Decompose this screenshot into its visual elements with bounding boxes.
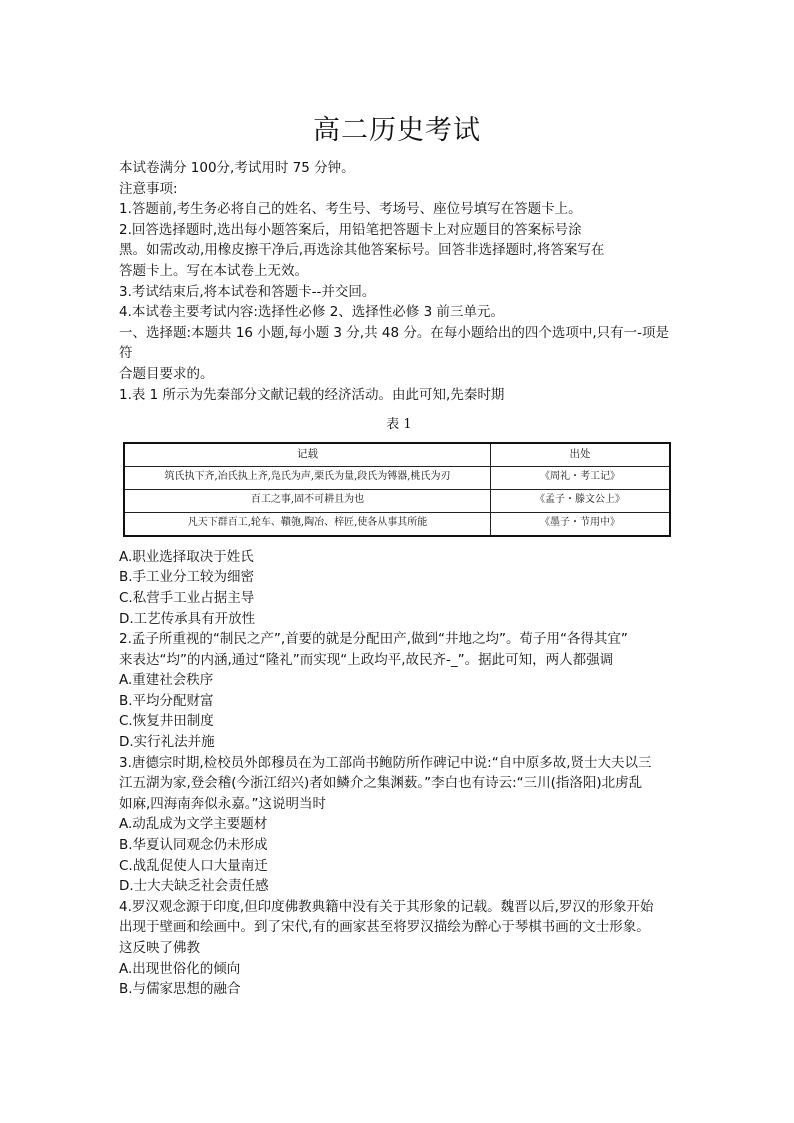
text-line: 符: [119, 345, 133, 362]
option-line: D.实行礼法并施: [119, 734, 215, 751]
table-row: [124, 489, 670, 512]
questions-block: [119, 547, 679, 1000]
question-3-stem: 江五湖为家,登会稽(今浙江绍兴)者如鳞介之集渊薮。”李白也有诗云:“三川(指洛阳)北虏乱: [119, 775, 643, 792]
option-line: C.战乱促使人口大量南迁: [119, 857, 268, 874]
table-cell-record: 凡天下群百工,轮车、鞼匏,陶冶、梓匠,使各从事其所能: [124, 512, 491, 536]
table-header-source: 出处: [491, 443, 671, 467]
option-line: D.工艺传承具有开放性: [119, 610, 256, 627]
table-cell-source: 《孟子・滕文公上》: [491, 489, 671, 512]
option-line: A.职业选择取决于姓氏: [119, 548, 254, 565]
text-line: 注意事项:: [119, 180, 178, 197]
question-4-stem: 4.罗汉观念源于印度,但印度佛教典籍中没有关于其形象的记载。魏晋以后,罗汉的形象开始: [119, 898, 654, 915]
option-line: C.私营手工业占据主导: [119, 589, 255, 606]
instructions-block: [119, 158, 679, 405]
text-line: 一、选择题:本题共 16 小题,每小题 3 分,共 48 分。在每小题给出的四个选项中,只有一-项是: [119, 324, 669, 341]
question-1-stem: 1.表 1 所示为先秦部分文献记载的经济活动。由此可知,先秦时期: [119, 386, 505, 403]
question-2-stem: 2.孟子所重视的“制民之产”,首要的就是分配田产,做到“井地之均”。荀子用“各得其宜”: [119, 631, 628, 648]
text-line: 黑。如需改动,用橡皮擦干净后,再选涂其他答案标号。回答非选择题时,将答案写在: [119, 242, 605, 259]
text-line: 1.答题前,考生务必将自己的姓名、考生号、考场号、座位号填写在答题卡上。: [119, 201, 582, 218]
option-line: B.华夏认同观念仍未形成: [119, 837, 268, 854]
page-title: 高二历史考试: [313, 115, 481, 146]
text-line: 2.回答选择题时,选出每小题答案后，用铅笔把答题卡上对应题目的答案标号涂: [119, 221, 582, 238]
table-cell-record: 筑氏执下齐,冶氏执上齐,凫氏为声,栗氏为量,段氏为镈器,桃氏为刃: [124, 466, 491, 489]
option-line: C.恢复井田制度: [119, 713, 214, 730]
text-line: 答题卡上。写在本试卷上无效。: [119, 262, 308, 279]
table-1: [123, 442, 671, 537]
table-cell-source: 《周礼・考工记》: [491, 466, 671, 489]
table-row: [124, 512, 670, 536]
table-header-record: 记载: [124, 443, 491, 467]
question-4-stem: 出现于壁画和绘画中。到了宋代,有的画家甚至将罗汉描绘为醉心于琴棋书画的文士形象。: [119, 919, 650, 936]
option-line: B.平均分配财富: [119, 692, 214, 709]
question-2-stem: 来表达“均”的内涵,通过“隆礼”而实现“上政均平,故民齐-_”。据此可知，两人都强调: [119, 651, 614, 668]
option-line: A.出现世俗化的倾向: [119, 960, 241, 977]
exam-content: [119, 158, 679, 1000]
question-3-stem: 如麻,四海南奔似永嘉。”这说明当时: [119, 795, 327, 812]
text-line: 本试卷满分 100分,考试用时 75 分钟。: [119, 160, 355, 176]
option-line: B.与儒家思想的融合: [119, 981, 241, 998]
option-line: A.动乱成为文学主要题材: [119, 816, 268, 833]
table-row: [124, 466, 670, 489]
text-line: 3.考试结束后,将本试卷和答题卡--并交回。: [119, 283, 376, 300]
option-line: A.重建社会秩序: [119, 672, 214, 689]
text-line: 4.本试卷主要考试内容:选择性必修 2、选择性必修 3 前三单元。: [119, 304, 504, 321]
table-cell-record: 百工之事,固不可耕且为也: [124, 489, 491, 512]
table-cell-source: 《墨子・节用中》: [491, 512, 671, 536]
table-header-row: [124, 443, 670, 467]
question-3-stem: 3.唐德宗时期,检校员外郎穆员在为工部尚书鲍防所作碑记中说:“自中原多故,贤士大夫以三: [119, 754, 652, 771]
option-line: B.手工业分工较为细密: [119, 569, 255, 586]
table-title: 表 1: [386, 417, 412, 433]
question-4-stem: 这反映了佛教: [119, 940, 200, 956]
text-line: 合题目要求的。: [119, 365, 214, 382]
option-line: D.士大夫缺乏社会责任感: [119, 878, 269, 895]
